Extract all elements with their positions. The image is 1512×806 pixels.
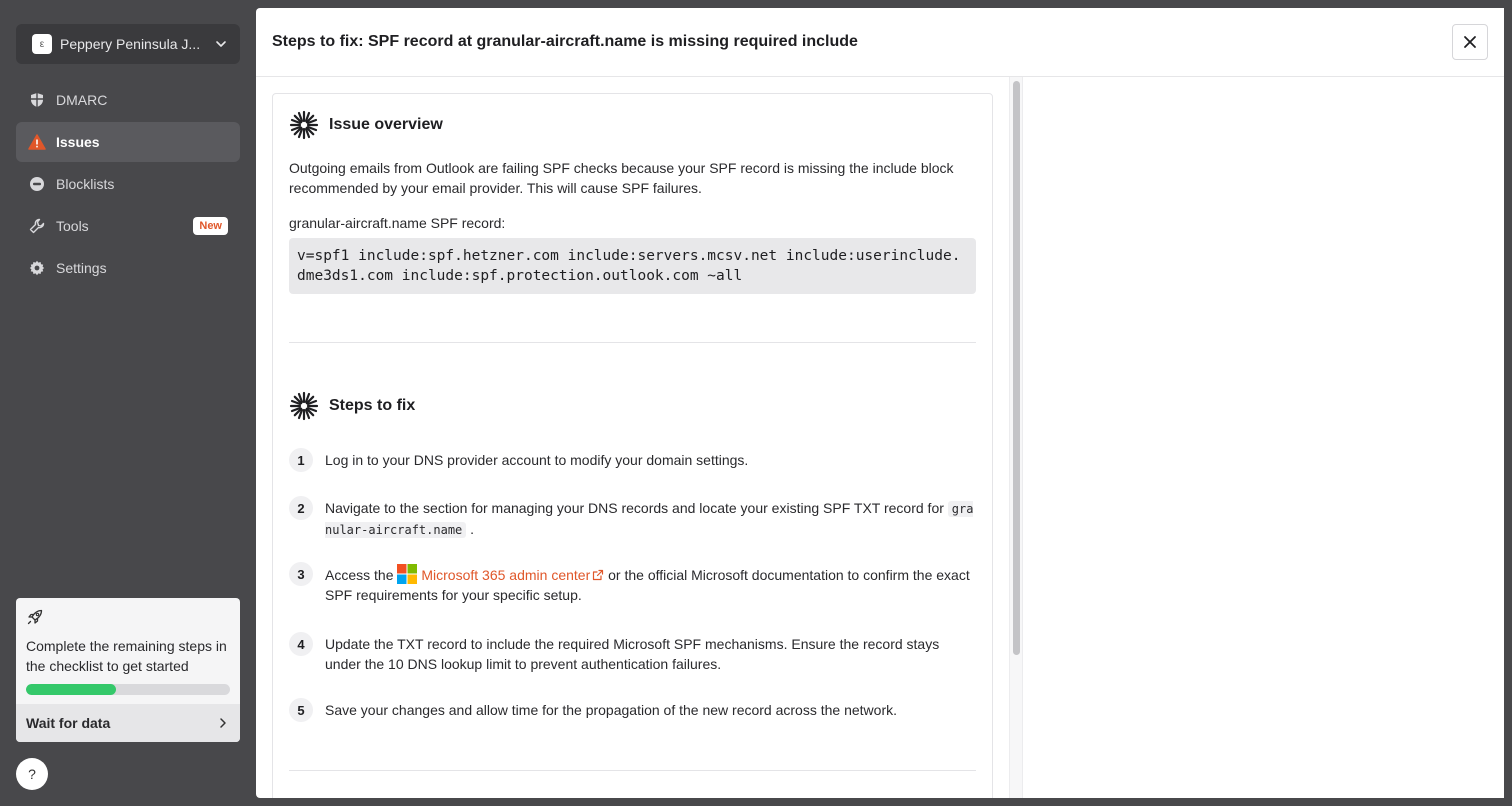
sidebar xyxy=(0,0,256,806)
step-item xyxy=(289,498,979,540)
nav-item-settings[interactable] xyxy=(16,248,240,288)
step-text: Log in to your DNS provider account to modify your domain settings. xyxy=(325,452,749,468)
new-badge: New xyxy=(193,217,228,235)
step-item xyxy=(289,564,979,605)
close-button[interactable] xyxy=(1452,24,1488,60)
checklist-text: Complete the remaining steps in the checklist to get started xyxy=(26,638,227,674)
microsoft-365-admin-link[interactable]: Microsoft 365 admin center xyxy=(421,567,591,583)
divider xyxy=(289,770,976,771)
issue-description: Outgoing emails from Outlook are failing SPF checks because your SPF record is missing the include block recommended by your email provider. This will cause SPF failures. xyxy=(289,160,954,196)
steps-to-fix-heading: Steps to fix xyxy=(329,397,416,414)
nav-label-issues: Issues xyxy=(56,134,100,150)
chevron-right-icon xyxy=(216,716,230,730)
modal-title: Steps to fix: SPF record at granular-aircraft.name is missing required include xyxy=(272,33,858,50)
wait-for-data-label: Wait for data xyxy=(26,715,111,731)
nav-item-blocklists[interactable] xyxy=(16,164,240,204)
divider xyxy=(289,342,976,343)
chevron-down-icon xyxy=(214,37,228,51)
checklist-progress-fill xyxy=(26,684,116,695)
steps-to-fix-modal xyxy=(256,8,1504,798)
issue-overview-heading: Issue overview xyxy=(329,116,443,133)
spf-record-value: v=spf1 include:spf.hetzner.com include:servers.mcsv.net include:userinclude.dme3ds1.com include:spf.protection.outlook.com ~all xyxy=(289,238,976,294)
step-text-after: . xyxy=(466,521,475,537)
step-text-before: Navigate to the section for managing your DNS records and locate your existing SPF TXT record for xyxy=(325,500,948,516)
step-number: 1 xyxy=(289,448,313,472)
gear-icon xyxy=(28,259,46,277)
org-name: Peppery Peninsula J... xyxy=(60,36,201,52)
nav-label-tools: Tools xyxy=(56,218,89,234)
org-logo: ε xyxy=(32,34,52,54)
step-number: 4 xyxy=(289,632,313,656)
scrollbar-thumb[interactable] xyxy=(1013,81,1020,655)
step-text xyxy=(325,498,975,540)
wrench-icon xyxy=(28,217,46,235)
step-number: 2 xyxy=(289,496,313,520)
nav-label-dmarc: DMARC xyxy=(56,92,108,108)
nav-item-issues[interactable] xyxy=(16,122,240,162)
spark-icon xyxy=(289,391,319,421)
warning-icon xyxy=(28,133,46,151)
org-switcher[interactable] xyxy=(16,24,240,64)
step-item xyxy=(289,450,979,472)
step-text-before: Access the xyxy=(325,567,398,583)
main-nav xyxy=(16,80,240,290)
onboarding-checklist xyxy=(16,598,240,742)
microsoft-logo-icon xyxy=(397,564,417,584)
issue-details-pane xyxy=(256,77,1008,798)
issue-card xyxy=(272,93,993,798)
step-text: Save your changes and allow time for the propagation of the new record across the network. xyxy=(325,702,897,718)
shield-icon xyxy=(28,91,46,109)
external-link-icon xyxy=(592,569,604,581)
checklist-progress-bar xyxy=(26,684,230,695)
step-number: 5 xyxy=(289,698,313,722)
issue-overview-header xyxy=(289,110,443,140)
step-item xyxy=(289,700,979,722)
scrollbar[interactable] xyxy=(1009,77,1023,798)
step-text: Update the TXT record to include the required Microsoft SPF mechanisms. Ensure the record stays under the 10 DNS lookup limit to prevent authentication failures. xyxy=(325,636,940,672)
detail-side-pane xyxy=(1023,77,1504,798)
nav-item-dmarc[interactable] xyxy=(16,80,240,120)
wait-for-data-button[interactable] xyxy=(16,704,240,742)
blocklist-icon xyxy=(28,175,46,193)
rocket-icon xyxy=(26,608,44,626)
nav-item-tools[interactable] xyxy=(16,206,240,246)
modal-header xyxy=(256,8,1504,77)
spark-icon xyxy=(289,110,319,140)
step-text xyxy=(325,564,975,605)
nav-label-blocklists: Blocklists xyxy=(56,176,115,192)
steps-to-fix-header xyxy=(289,391,415,421)
domain-code: granular-aircraft.name xyxy=(325,502,974,537)
step-number: 3 xyxy=(289,562,313,586)
step-text-after: or the official Microsoft documentation to confirm the exact SPF requirements for your specific setup. xyxy=(325,567,970,603)
step-item xyxy=(289,634,979,674)
close-icon xyxy=(1463,35,1477,49)
nav-label-settings: Settings xyxy=(56,260,107,276)
help-button[interactable]: ? xyxy=(16,758,48,790)
spf-record-label: granular-aircraft.name SPF record: xyxy=(289,215,506,231)
